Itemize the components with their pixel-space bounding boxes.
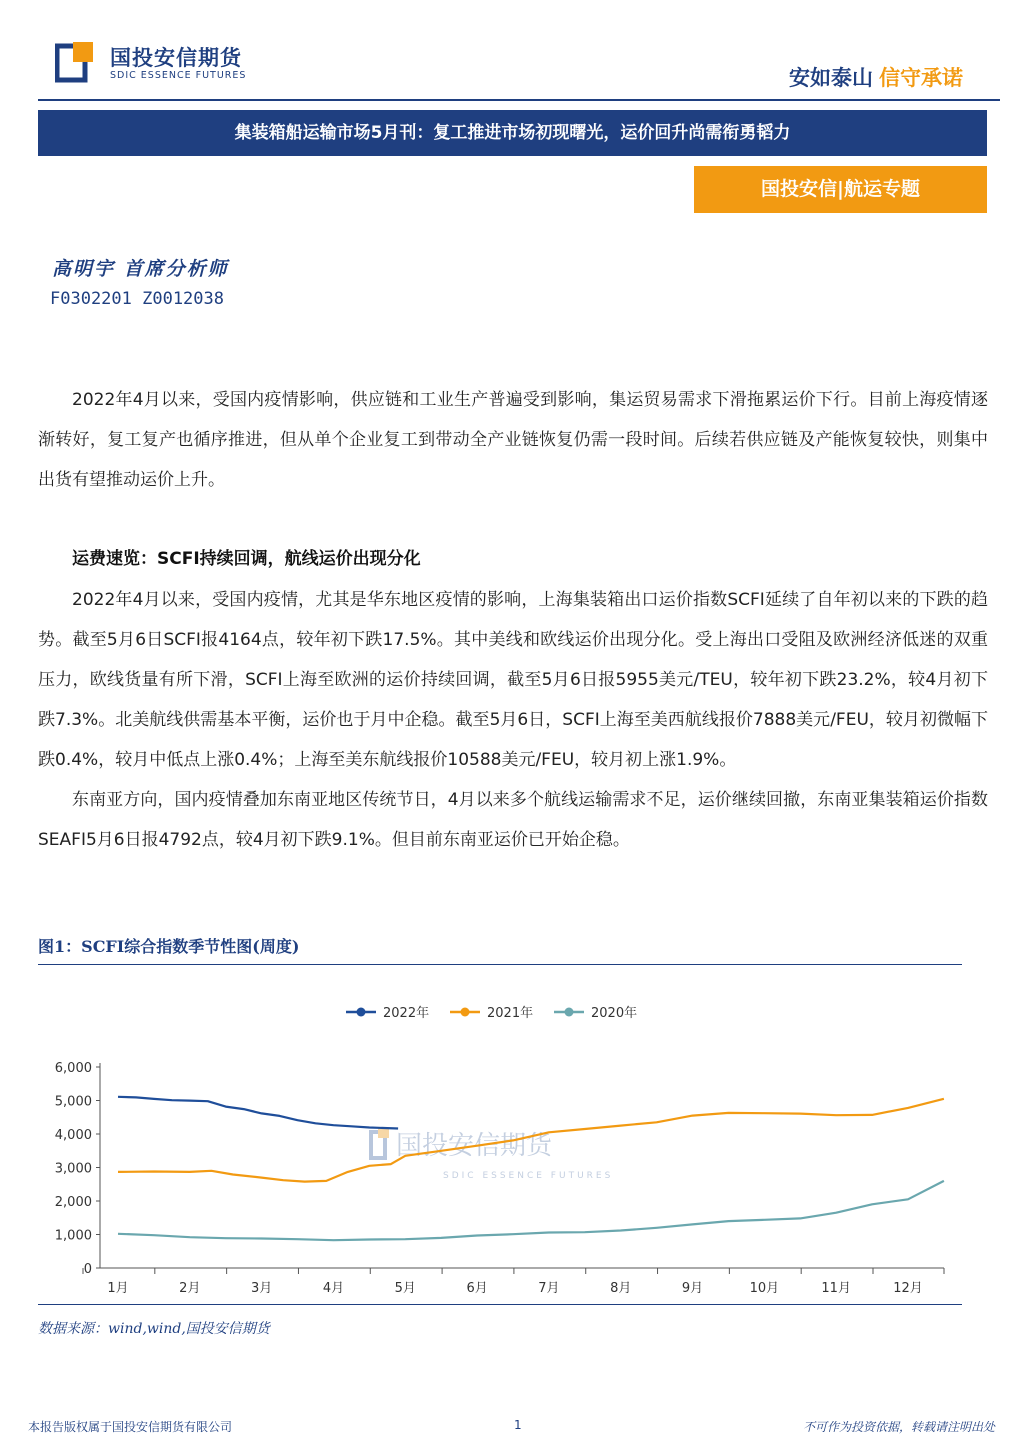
series-line-1 xyxy=(118,1097,398,1129)
logo-company-name: 国投安信期货 xyxy=(110,46,242,70)
company-logo-icon xyxy=(55,40,99,84)
author-license: F0302201 Z0012038 xyxy=(50,289,224,309)
y-tick-label: 1,000 xyxy=(54,1228,92,1244)
x-tick-label: 1月 xyxy=(107,1281,129,1296)
y-tick-label: 2,000 xyxy=(54,1195,92,1210)
section-paragraph-1: 2022年4月以来，受国内疫情，尤其是华东地区疫情的影响，上海集装箱出口运价指数SCFI延续了自年初以来的下跌的趋势。截至5月6日SCFI报4164点，较年初下跌17.5%。其中美线和欧线运价出现分化。受上海出口受阻及欧洲经济低迷的双重压力，欧线货量有所下滑，SCFI上海至欧洲的运价持续回调，截至5月6日报5955美元/TEU，较年初下跌23.2%，较4月初下跌7.3%。北美航线供需基本平衡，运价也于月中企稳。截至5月6日，SCFI上海至美西航线报价7888美元/FEU，较月初微幅下跌0.4%，较月中低点上涨0.4%；上海至美东航线报价10588美元/FEU，较月初上涨1.9%。 xyxy=(38,590,988,770)
y-tick-label: 4,000 xyxy=(54,1128,92,1143)
section-heading: 运费速览：SCFI持续回调，航线运价出现分化 xyxy=(72,549,421,569)
chart-series xyxy=(118,1097,944,1240)
slogan xyxy=(789,62,963,92)
footer-copyright: 本报告版权属于国投安信期货有限公司 xyxy=(28,1420,233,1434)
legend-label: 2022年 xyxy=(383,1006,430,1021)
section-paragraph-2: 东南亚方向，国内疫情叠加东南亚地区传统节日，4月以来多个航线运输需求不足，运价继续回撤，东南亚集装箱运价指数SEAFI5月6日报4792点，较4月初下跌9.1%。但目前东南亚运价已开始企稳。 xyxy=(38,790,988,850)
report-tag: 国投安信|航运专题 xyxy=(694,166,987,213)
slogan-part2: 信守承诺 xyxy=(879,66,963,90)
section-body xyxy=(38,580,988,860)
x-tick-label: 12月 xyxy=(893,1281,923,1296)
figure-title: 图1：SCFI综合指数季节性图(周度) xyxy=(38,937,300,956)
legend-label: 2020年 xyxy=(591,1006,638,1021)
figure-source: 数据来源：wind,wind,国投安信期货 xyxy=(38,1321,270,1337)
x-tick-label: 8月 xyxy=(610,1281,632,1296)
chart-legend xyxy=(346,1005,637,1021)
report-title: 集装箱船运输市场5月刊：复工推进市场初现曙光，运价回升尚需衔勇韬力 xyxy=(38,110,987,156)
figure-top-rule xyxy=(38,964,962,965)
legend-swatch-marker xyxy=(357,1008,366,1017)
legend-swatch-marker xyxy=(565,1008,574,1017)
author-name: 高明宇 首席分析师 xyxy=(52,258,229,280)
y-tick-label: 0 xyxy=(83,1262,92,1277)
chart-watermark xyxy=(371,1127,613,1181)
x-tick-label: 9月 xyxy=(681,1281,704,1296)
intro-paragraph xyxy=(38,380,988,500)
logo-company-name-en: SDIC ESSENCE FUTURES xyxy=(110,70,247,81)
header-divider xyxy=(38,99,1000,101)
footer-disclaimer: 不可作为投资依据，转载请注明出处 xyxy=(802,1420,995,1434)
legend-label: 2021年 xyxy=(487,1006,534,1021)
figure-bottom-rule xyxy=(38,1304,962,1305)
intro-text: 2022年4月以来，受国内疫情影响，供应链和工业生产普遍受到影响，集运贸易需求下滑拖累运价下行。目前上海疫情逐渐转好，复工复产也循序推进，但从单个企业复工到带动全产业链恢复仍需一段时间。后续若供应链及产能恢复较快，则集中出货有望推动运价上升。 xyxy=(38,390,988,490)
x-tick-label: 4月 xyxy=(322,1281,345,1296)
x-tick-label: 7月 xyxy=(538,1281,560,1296)
x-tick-label: 2月 xyxy=(179,1281,201,1296)
x-tick-label: 3月 xyxy=(250,1281,273,1296)
y-tick-label: 5,000 xyxy=(54,1094,92,1110)
x-tick-label: 6月 xyxy=(466,1281,488,1296)
x-tick-label: 10月 xyxy=(749,1281,780,1296)
watermark-cn: 国投安信期货 xyxy=(396,1131,553,1161)
scfi-seasonal-chart xyxy=(38,980,962,1300)
watermark-en: SDIC ESSENCE FUTURES xyxy=(443,1171,614,1181)
footer-page-number: 1 xyxy=(514,1418,522,1432)
x-tick-label: 11月 xyxy=(821,1281,851,1296)
slogan-part1: 安如泰山 xyxy=(789,66,873,90)
legend-swatch-marker xyxy=(461,1008,470,1017)
series-line-3 xyxy=(118,1181,944,1240)
y-tick-label: 3,000 xyxy=(54,1161,92,1177)
x-tick-label: 5月 xyxy=(394,1281,416,1296)
y-tick-label: 6,000 xyxy=(54,1061,92,1076)
